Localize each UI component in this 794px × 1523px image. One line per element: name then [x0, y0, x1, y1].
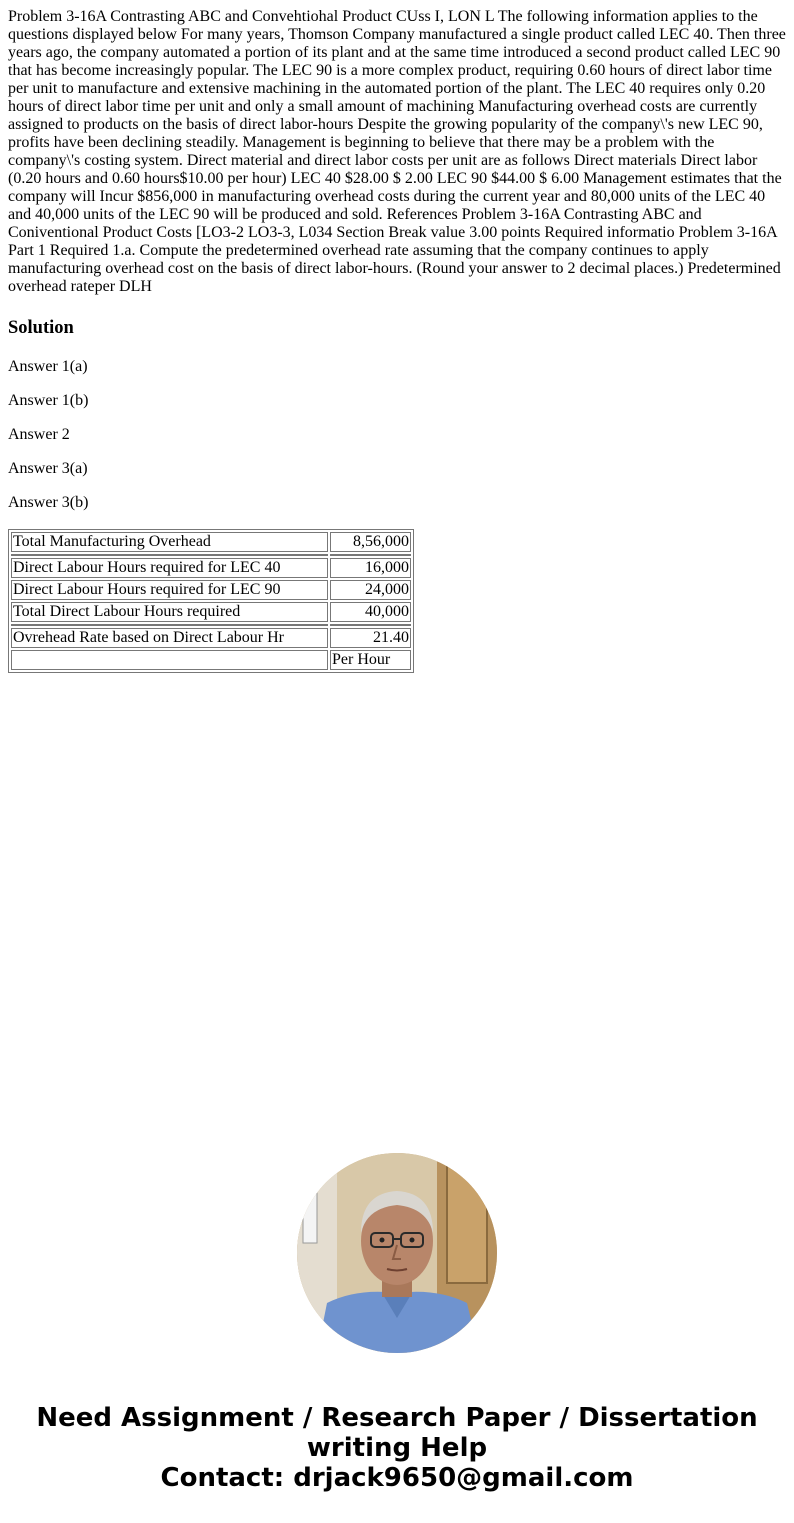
table-row	[11, 580, 411, 600]
table-row	[11, 650, 411, 670]
answer-2: Answer 2	[8, 426, 70, 443]
empty-cell	[11, 650, 328, 670]
total-overhead-label: Total Manufacturing Overhead	[11, 532, 328, 552]
avatar-portrait	[297, 1153, 497, 1353]
question-text: Problem 3-16A Contrasting ABC and Convehtiohal Product CUss I, LON L The following information applies to the questions displayed below For many years, Thomson Company manufactured a single product called LEC 40. Then three years ago, the company automated a portion of its plant and at the same time introduced a second product called LEC 90 that has become increasingly popular. The LEC 90 is a more complex product, requiring 0.60 hours of direct labor time per unit to manufacture and extensive machining in the automated portion of the plant. The LEC 40 requires only 0.20 hours of direct labor time per unit and only a small amount of machining Manufacturing overhead costs are currently assigned to products on the basis of direct labor-hours Despite the growing popularity of the company\'s new LEC 90, profits have been declining steadily. Management is beginning to believe that there may be a problem with the company\'s costing system. Direct material and direct labor costs per unit are as follows Direct materials Direct labor (0.20 hours and 0.60 hours$10.00 per hour) LEC 40 $28.00 $ 2.00 LEC 90 $44.00 $ 6.00 Management estimates that the company will Incur $856,000 in manufacturing overhead costs during the current year and 80,000 units of the LEC 40 and 40,000 units of the LEC 90 will be produced and sold. References Problem 3-16A Contrasting ABC and Coniventional Product Costs [LO3-2 LO3-3, L034 Section Break value 3.00 points Required informatio Problem 3-16A Part 1 Required 1.a. Compute the predetermined overhead rate assuming that the company continues to apply manufacturing overhead cost on the basis of direct labor-hours. (Round your answer to 2 decimal places.) Predetermined overhead rateper DLH	[8, 8, 786, 295]
total-dlh-label: Total Direct Labour Hours required	[11, 602, 328, 622]
overhead-rate-table	[8, 529, 414, 673]
spacer-cell	[330, 554, 411, 556]
answer-3b: Answer 3(b)	[8, 494, 89, 511]
table-spacer-row	[11, 624, 411, 626]
promo-contact: Contact: drjack9650@gmail.com	[160, 1463, 634, 1493]
table-spacer-row	[11, 554, 411, 556]
table-row	[11, 558, 411, 578]
solution-heading: Solution	[8, 318, 74, 338]
author-avatar	[297, 1153, 497, 1353]
spacer-cell	[11, 554, 328, 556]
rate-label: Ovrehead Rate based on Direct Labour Hr	[11, 628, 328, 648]
promo-line-2: writing Help	[306, 1433, 488, 1463]
dlh-lec40-value: 16,000	[330, 558, 411, 578]
answer-1a: Answer 1(a)	[8, 358, 88, 375]
table-row	[11, 532, 411, 552]
answer-1b: Answer 1(b)	[8, 392, 89, 409]
total-overhead-value: 8,56,000	[330, 532, 411, 552]
answer-3a: Answer 3(a)	[8, 460, 88, 477]
document-body	[8, 8, 788, 673]
dlh-lec40-label: Direct Labour Hours required for LEC 40	[11, 558, 328, 578]
promo-footer	[0, 1403, 794, 1493]
dlh-lec90-label: Direct Labour Hours required for LEC 90	[11, 580, 328, 600]
spacer-cell	[11, 624, 328, 626]
promo-line-1: Need Assignment / Research Paper / Dissertation	[36, 1403, 758, 1433]
rate-unit: Per Hour	[330, 650, 411, 670]
total-dlh-value: 40,000	[330, 602, 411, 622]
table-row	[11, 602, 411, 622]
rate-value: 21.40	[330, 628, 411, 648]
dlh-lec90-value: 24,000	[330, 580, 411, 600]
table-row	[11, 628, 411, 648]
spacer-cell	[330, 624, 411, 626]
